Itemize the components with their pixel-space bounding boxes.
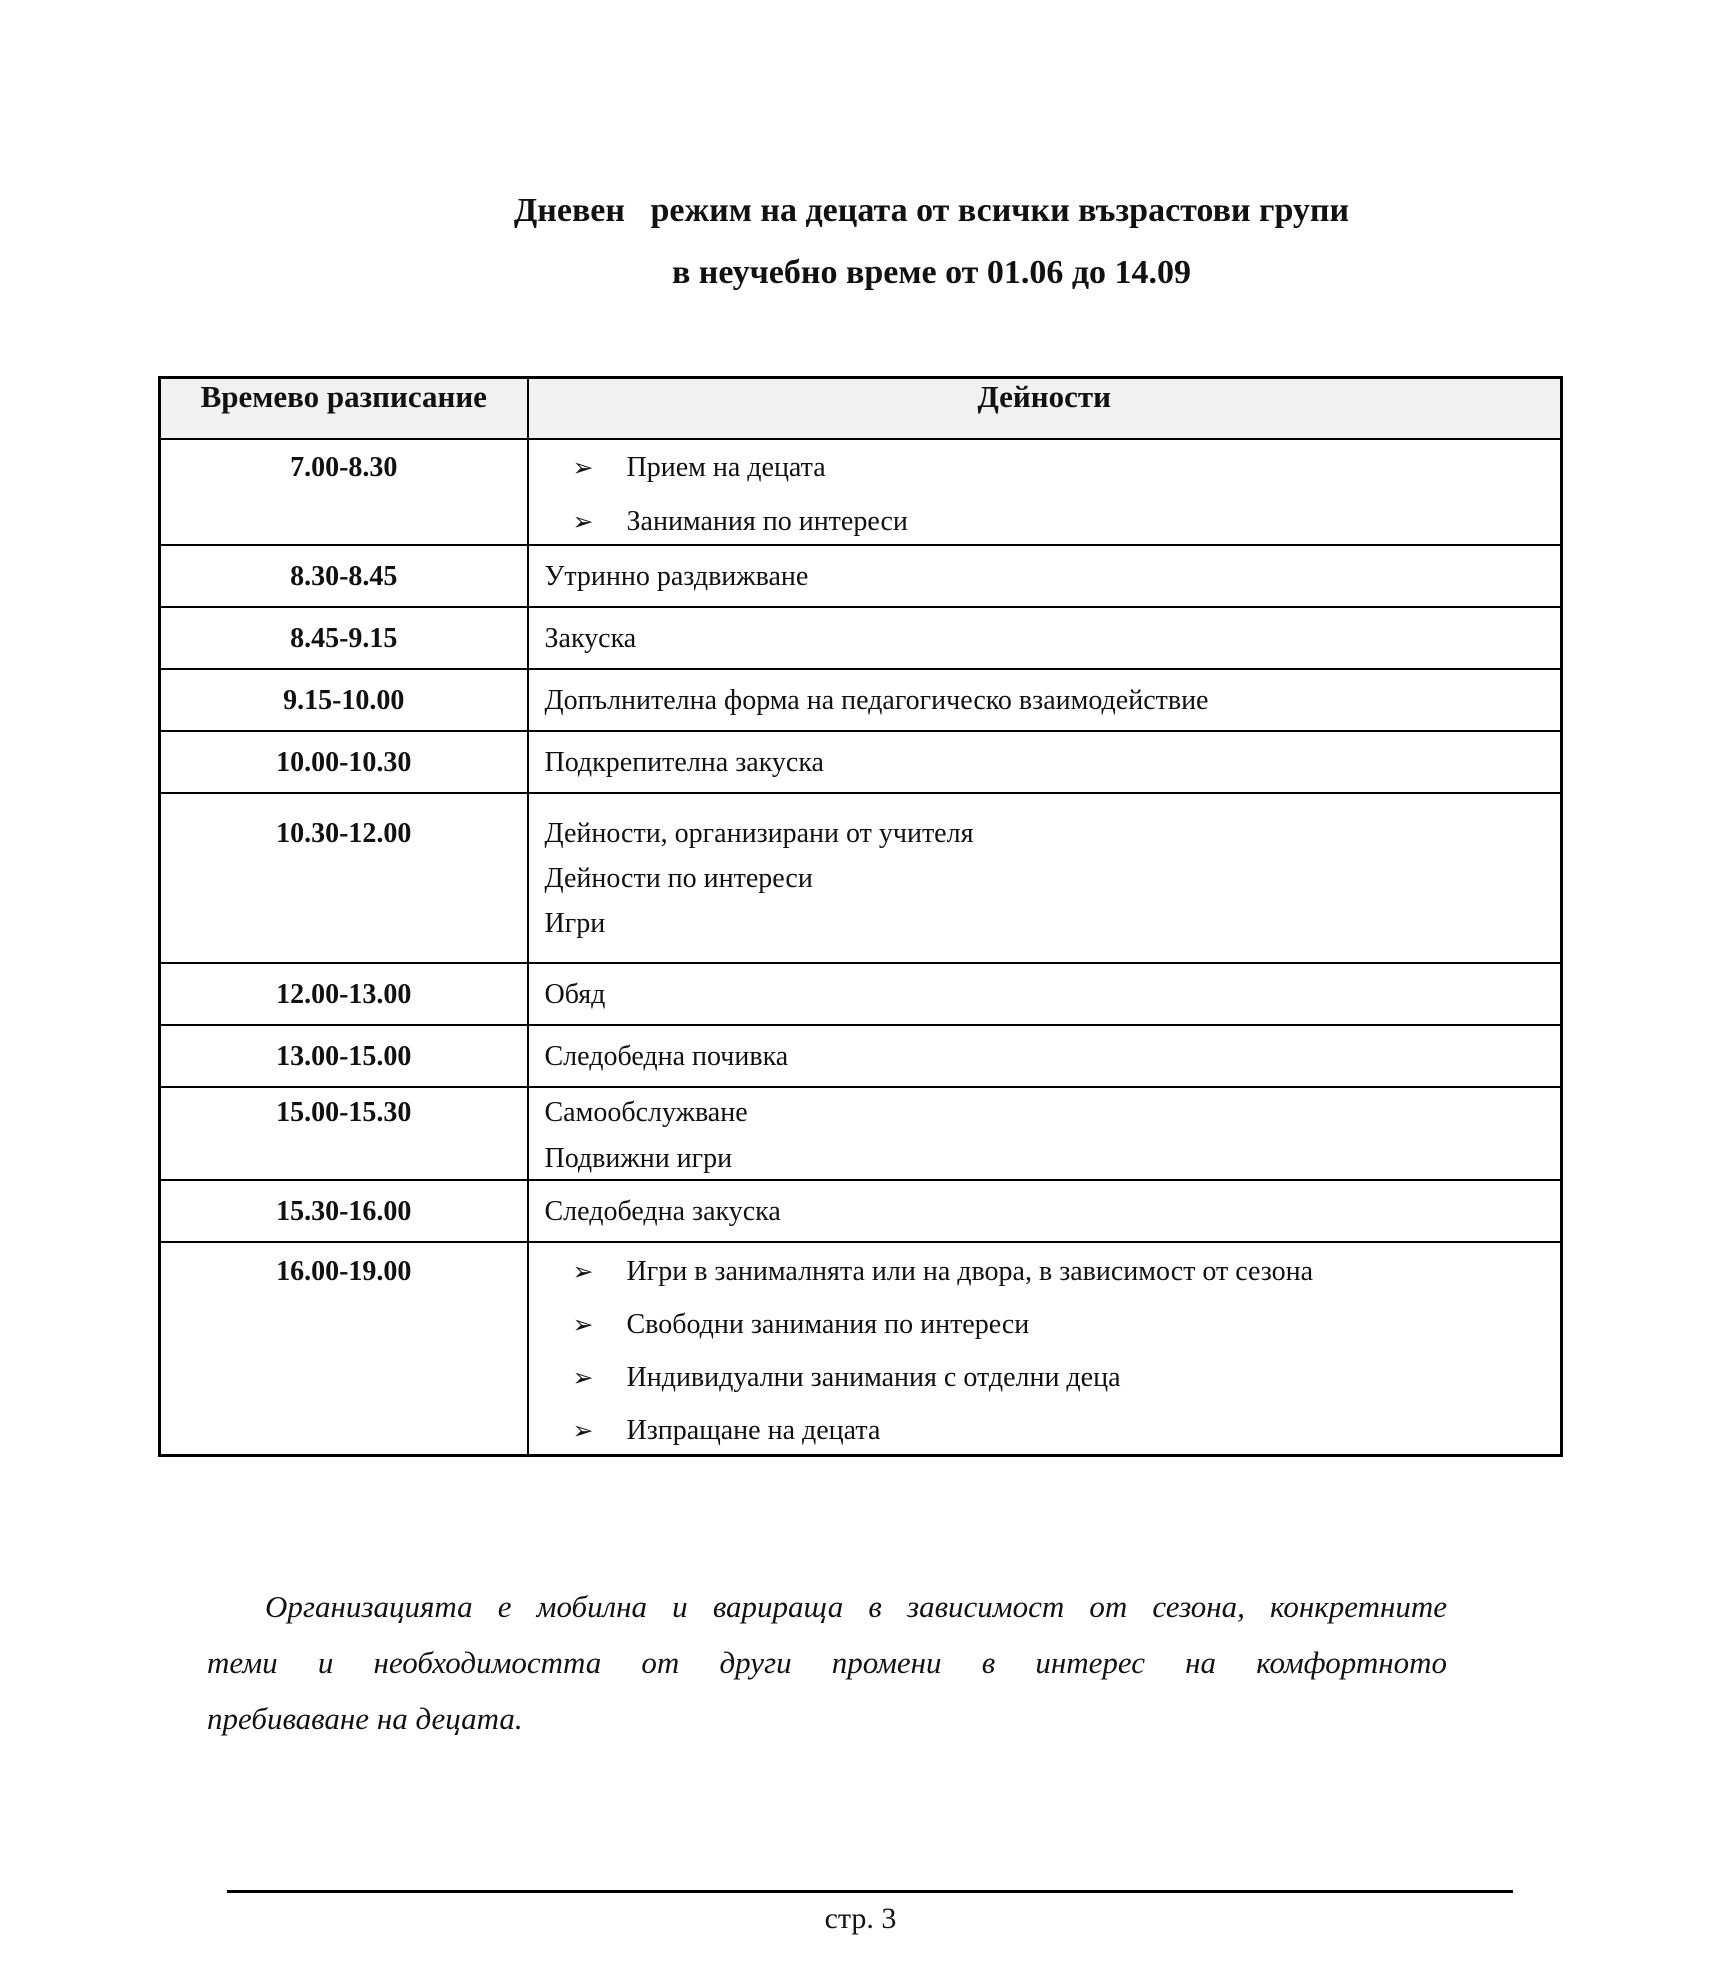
footer-rule [227,1890,1513,1893]
document-title-line-1: Дневен режим на децата от всички възрастови групи [513,192,1350,229]
activity-item [545,1310,1551,1340]
activity-item [545,864,1551,894]
arrow-bullet-icon: ➢ [572,1256,594,1286]
activity-text: Обяд [544,978,606,1010]
activities-cell [528,963,1562,1025]
table-row [160,669,1562,731]
activities-cell [528,793,1562,963]
time-column-header: Времево разписание [160,378,528,439]
activity-item [545,1098,1551,1128]
activity-item [545,1144,1551,1174]
activities-cell [528,1087,1562,1180]
activity-text: Занимания по интереси [626,505,908,537]
time-cell: 16.00-19.00 [160,1242,528,1456]
activity-text: Самообслужване [544,1096,748,1128]
table-row [160,607,1562,669]
activity-text: Следобедна закуска [544,1195,781,1227]
activity-text: Индивидуални занимания с отделни деца [626,1361,1121,1393]
table-row [160,1025,1562,1087]
arrow-bullet-icon: ➢ [572,452,594,482]
table-row [160,963,1562,1025]
time-cell: 15.30-16.00 [160,1180,528,1242]
arrow-bullet-icon: ➢ [572,1415,594,1445]
time-cell: 13.00-15.00 [160,1025,528,1087]
time-cell: 10.00-10.30 [160,731,528,793]
page-number: стр. 3 [824,1902,897,1935]
activities-cell [528,1180,1562,1242]
activity-item [545,1257,1551,1287]
activity-text: Подвижни игри [544,1142,733,1174]
time-cell: 9.15-10.00 [160,669,528,731]
activity-item [545,1197,1551,1227]
time-cell: 8.30-8.45 [160,545,528,607]
table-row [160,731,1562,793]
activity-item [545,980,1551,1010]
activity-text: Прием на децата [626,451,826,483]
table-row [160,439,1562,545]
arrow-bullet-icon: ➢ [572,1309,594,1339]
time-cell: 15.00-15.30 [160,1087,528,1180]
activity-item [545,507,1551,537]
activity-text: Следобедна почивка [544,1040,789,1072]
document-title [300,0,1563,304]
table-row [160,545,1562,607]
table-header-row [160,378,1562,439]
activity-item [545,1363,1551,1393]
activities-cell [528,1242,1562,1456]
schedule-table [158,376,1563,1457]
time-cell: 7.00-8.30 [160,439,528,545]
activity-text: Игри [544,907,606,939]
activity-text: Закуска [544,622,637,654]
activities-cell [528,1025,1562,1087]
activity-item [545,1416,1551,1446]
activity-text: Изпращане на децата [626,1414,881,1446]
time-cell: 8.45-9.15 [160,607,528,669]
activity-item [545,624,1551,654]
activity-item [545,1042,1551,1072]
table-row [160,1180,1562,1242]
activities-cell [528,731,1562,793]
activity-text: Подкрепителна закуска [544,746,824,778]
activities-cell [528,439,1562,545]
time-cell: 10.30-12.00 [160,793,528,963]
activities-cell [528,669,1562,731]
arrow-bullet-icon: ➢ [572,506,594,536]
activities-column-header: Дейности [528,378,1562,439]
closing-note-line: теми и необходимостта от други промени в интерес на комфортното [207,1645,1447,1680]
activity-text: Игри в занималнята или на двора, в зависимост от сезона [626,1255,1314,1287]
table-row [160,1087,1562,1180]
activities-cell [528,607,1562,669]
closing-note-line: пребиваване на децата. [207,1701,523,1736]
activity-text: Дейности, организирани от учителя [544,817,974,849]
activity-text: Дейности по интереси [544,862,813,894]
activity-text: Свободни занимания по интереси [626,1308,1030,1340]
activity-item [545,819,1551,849]
closing-note-line: Организацията е мобилна и варираща в зависимост от сезона, конкретните [265,1589,1447,1624]
arrow-bullet-icon: ➢ [572,1362,594,1392]
table-row [160,1242,1562,1456]
activity-item [545,562,1551,592]
document-title-line-2: в неучебно време от 01.06 до 14.09 [671,254,1192,291]
table-row [160,793,1562,963]
activities-cell [528,545,1562,607]
activity-text: Допълнителна форма на педагогическо взаимодействие [544,684,1209,716]
activity-item [545,453,1551,483]
activity-item [545,748,1551,778]
time-cell: 12.00-13.00 [160,963,528,1025]
activity-item [545,686,1551,716]
closing-note [207,1579,1447,1747]
activity-item [545,909,1551,939]
activity-text: Утринно раздвижване [544,560,809,592]
